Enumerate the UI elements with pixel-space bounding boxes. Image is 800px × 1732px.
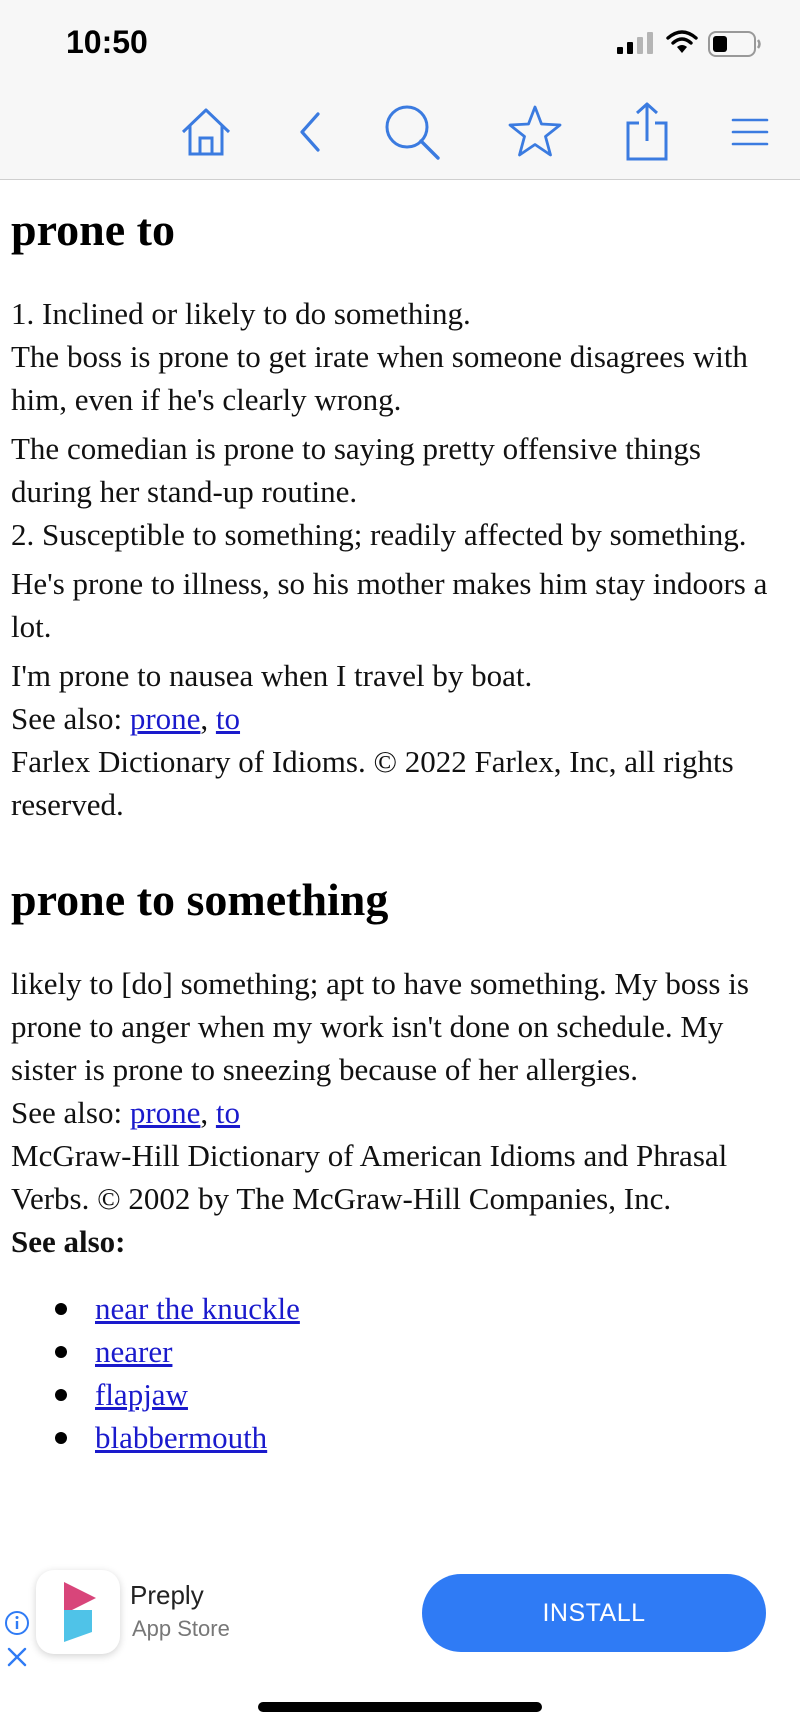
status-bar <box>0 0 800 82</box>
source-credit: McGraw-Hill Dictionary of American Idioms and Phrasal Verbs. © 2002 by The McGraw-Hill Companies, Inc. <box>11 1138 728 1216</box>
search-icon <box>382 102 442 162</box>
page-content <box>0 180 800 1566</box>
wifi-icon <box>666 29 698 55</box>
home-button[interactable] <box>174 100 238 164</box>
see-also-link-prone[interactable]: prone <box>129 1095 201 1130</box>
home-indicator <box>258 1702 542 1712</box>
install-button[interactable]: INSTALL <box>422 1574 766 1652</box>
preply-logo-icon <box>56 1580 100 1644</box>
sense-1: 1. Inclined or likely to do something. <box>11 296 471 331</box>
close-icon[interactable] <box>6 1646 28 1668</box>
related-link[interactable]: flapjaw <box>95 1377 188 1412</box>
search-button[interactable] <box>380 100 444 164</box>
sense-2: 2. Susceptible to something; readily affected by something. <box>11 517 747 552</box>
example-3: He's prone to illness, so his mother makes him stay indoors a lot. <box>11 566 768 644</box>
see-also-link-to[interactable]: to <box>215 701 241 736</box>
see-also-label: See also: <box>11 701 123 736</box>
entry-section <box>11 874 789 1220</box>
definition: likely to [do] something; apt to have something. My boss is prone to anger when my work isn't done on schedule. My sister is prone to sneezing because of her allergies. <box>11 966 749 1087</box>
back-icon <box>290 104 330 160</box>
entry-body <box>11 292 789 826</box>
ad-store-label: App Store <box>132 1616 230 1641</box>
see-also-line: See also: prone, to <box>11 701 241 736</box>
status-time: 10:50 <box>66 24 148 60</box>
menu-icon <box>730 112 770 152</box>
list-item <box>55 1330 789 1373</box>
example-1: The boss is prone to get irate when someone disagrees with him, even if he's clearly wrong. <box>11 339 748 417</box>
see-also-heading: See also: <box>11 1224 126 1259</box>
menu-button[interactable] <box>718 100 782 164</box>
back-button[interactable] <box>278 100 342 164</box>
home-icon <box>178 104 234 160</box>
battery-icon <box>708 31 762 57</box>
see-also-line: See also: prone, to <box>11 1095 241 1130</box>
list-item <box>55 1373 789 1416</box>
entry-title: prone to something <box>11 874 389 925</box>
related-link[interactable]: blabbermouth <box>95 1420 268 1455</box>
related-link[interactable]: nearer <box>95 1334 173 1369</box>
ad-banner <box>0 1566 800 1668</box>
browser-toolbar <box>0 82 800 180</box>
example-4: I'm prone to nausea when I travel by boat. <box>11 658 533 693</box>
bookmark-button[interactable] <box>503 100 567 164</box>
share-icon <box>622 101 672 163</box>
info-icon[interactable] <box>4 1610 30 1636</box>
star-icon <box>506 103 564 161</box>
entry-title: prone to <box>11 204 175 255</box>
example-2: The comedian is prone to saying pretty offensive things during her stand-up routine. <box>11 431 701 509</box>
list-item <box>55 1416 789 1459</box>
source-credit: Farlex Dictionary of Idioms. © 2022 Farlex, Inc, all rights reserved. <box>11 744 734 822</box>
cellular-signal-icon <box>617 32 655 54</box>
entry-body <box>11 962 789 1220</box>
related-link[interactable]: near the knuckle <box>95 1291 300 1326</box>
see-also-link-to[interactable]: to <box>215 1095 241 1130</box>
ad-app-name: Preply <box>130 1580 204 1610</box>
see-also-list <box>11 1287 789 1459</box>
see-also-label: See also: <box>11 1095 123 1130</box>
share-button[interactable] <box>615 100 679 164</box>
see-also-link-prone[interactable]: prone <box>129 701 201 736</box>
ad-app-icon[interactable] <box>36 1570 120 1654</box>
list-item <box>55 1287 789 1330</box>
